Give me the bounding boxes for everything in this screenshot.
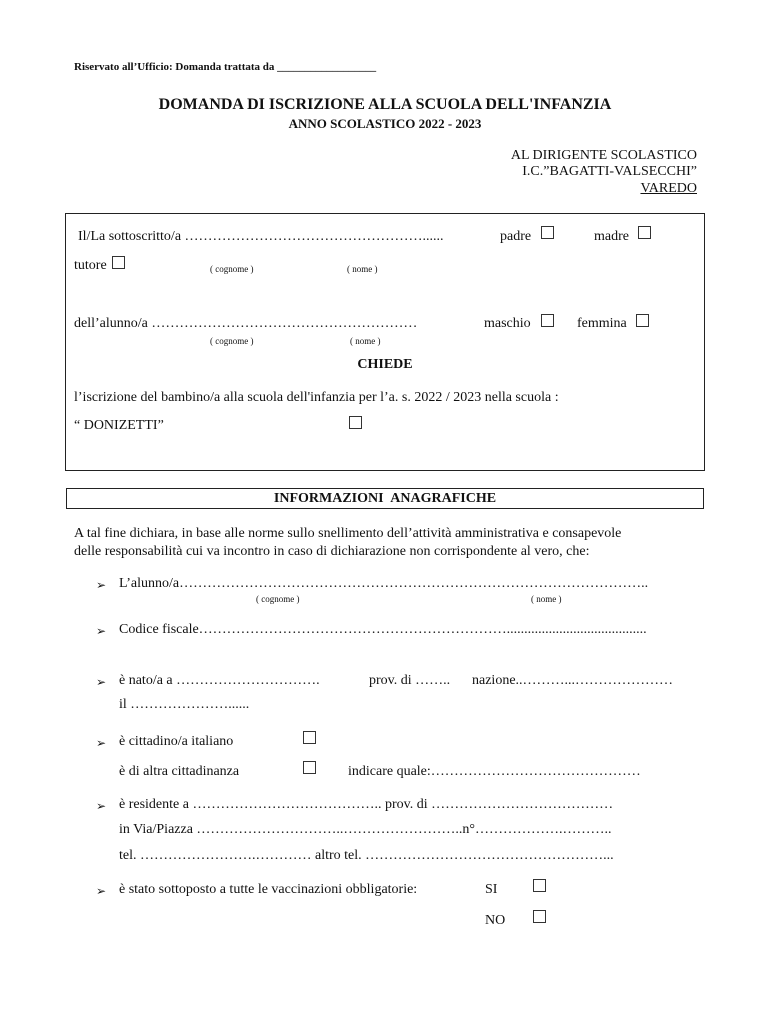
residence-field[interactable]: è residente a ………………………………….. prov. di ………………………………… [119, 797, 614, 812]
birth-province-field[interactable]: prov. di …….. [369, 673, 451, 688]
tutore-checkbox[interactable] [112, 256, 125, 269]
student-nome-hint: ( nome ) [350, 336, 381, 346]
applicant-cognome-hint: ( cognome ) [210, 264, 254, 274]
birthdate-field[interactable]: il …………………...... [119, 697, 250, 712]
school-year: ANNO SCOLASTICO 2022 - 2023 [288, 116, 482, 131]
section-header-box [66, 488, 704, 509]
enrollment-text: l’iscrizione del bambino/a alla scuola dell'infanzia per l’a. s. 2022 / 2023 nella scuola : [74, 390, 559, 405]
school-name: “ DONIZETTI” [74, 418, 164, 433]
alunno-nome-hint: ( nome ) [531, 594, 562, 604]
alunno-field[interactable]: L’alunno/a……………………………………………………………………………………….. [119, 576, 649, 591]
femmina-label: femmina [577, 316, 627, 331]
student-field[interactable]: dell’alunno/a ………………………………………………… [74, 316, 418, 331]
tutore-label: tutore [74, 258, 107, 273]
maschio-checkbox[interactable] [541, 314, 554, 327]
vaccination-label: è stato sottoposto a tutte le vaccinazioni obbligatorie: [119, 882, 418, 897]
madre-checkbox[interactable] [638, 226, 651, 239]
declaration-line-1: A tal fine dichiara, in base alle norme sullo snellimento dell’attività amministrativa e consapevole [74, 526, 622, 541]
codice-fiscale-field[interactable]: Codice fiscale…………………………………………………………........................................ [119, 622, 647, 637]
other-citizenship-label: è di altra cittadinanza [119, 764, 240, 779]
form-title: DOMANDA DI ISCRIZIONE ALLA SCUOLA DELL'INFANZIA [158, 96, 612, 113]
nation-field[interactable]: nazione..………...………………… [472, 673, 674, 688]
office-note: Riservato all’Ufficio: Domanda trattata da __________________ [74, 61, 377, 73]
madre-label: madre [594, 229, 629, 244]
student-cognome-hint: ( cognome ) [210, 336, 254, 346]
padre-checkbox[interactable] [541, 226, 554, 239]
bullet-arrow-icon: ➢ [96, 736, 107, 750]
maschio-label: maschio [484, 316, 531, 331]
vaccination-no-checkbox[interactable] [533, 910, 546, 923]
phone-field[interactable]: tel. …………………….………… altro tel. ……………………………………………... [119, 848, 614, 863]
italian-citizen-checkbox[interactable] [303, 731, 316, 744]
address-field[interactable]: in Via/Piazza …………………………..……………………..n°……………….……….. [119, 822, 612, 837]
section-header: INFORMAZIONI ANAGRAFICHE [273, 491, 497, 506]
padre-label: padre [500, 229, 532, 244]
vaccination-yes-label: SI [485, 882, 498, 897]
applicant-nome-hint: ( nome ) [347, 264, 378, 274]
bullet-arrow-icon: ➢ [96, 884, 107, 898]
declaration-line-2: delle responsabilità cui va incontro in caso di dichiarazione non corrispondente al vero, che: [74, 544, 590, 559]
birthplace-field[interactable]: è nato/a a …………………………. [119, 673, 320, 688]
applicant-field[interactable]: Il/La sottoscritto/a ……………………………………………...... [78, 229, 444, 244]
chiede-heading: CHIEDE [357, 357, 413, 372]
bullet-arrow-icon: ➢ [96, 578, 107, 592]
bullet-arrow-icon: ➢ [96, 624, 107, 638]
addressee-line-1: AL DIRIGENTE SCOLASTICO [510, 148, 697, 163]
vaccination-no-label: NO [485, 913, 506, 928]
italian-citizen-label: è cittadino/a italiano [119, 734, 234, 749]
addressee-line-3: VAREDO [640, 181, 697, 196]
addressee-line-2: I.C.”BAGATTI-VALSECCHI” [522, 164, 697, 179]
bullet-arrow-icon: ➢ [96, 675, 107, 689]
bullet-arrow-icon: ➢ [96, 799, 107, 813]
citizenship-field[interactable]: indicare quale:……………………………………… [348, 764, 641, 779]
school-checkbox[interactable] [349, 416, 362, 429]
alunno-cognome-hint: ( cognome ) [256, 594, 300, 604]
other-citizenship-checkbox[interactable] [303, 761, 316, 774]
vaccination-yes-checkbox[interactable] [533, 879, 546, 892]
femmina-checkbox[interactable] [636, 314, 649, 327]
